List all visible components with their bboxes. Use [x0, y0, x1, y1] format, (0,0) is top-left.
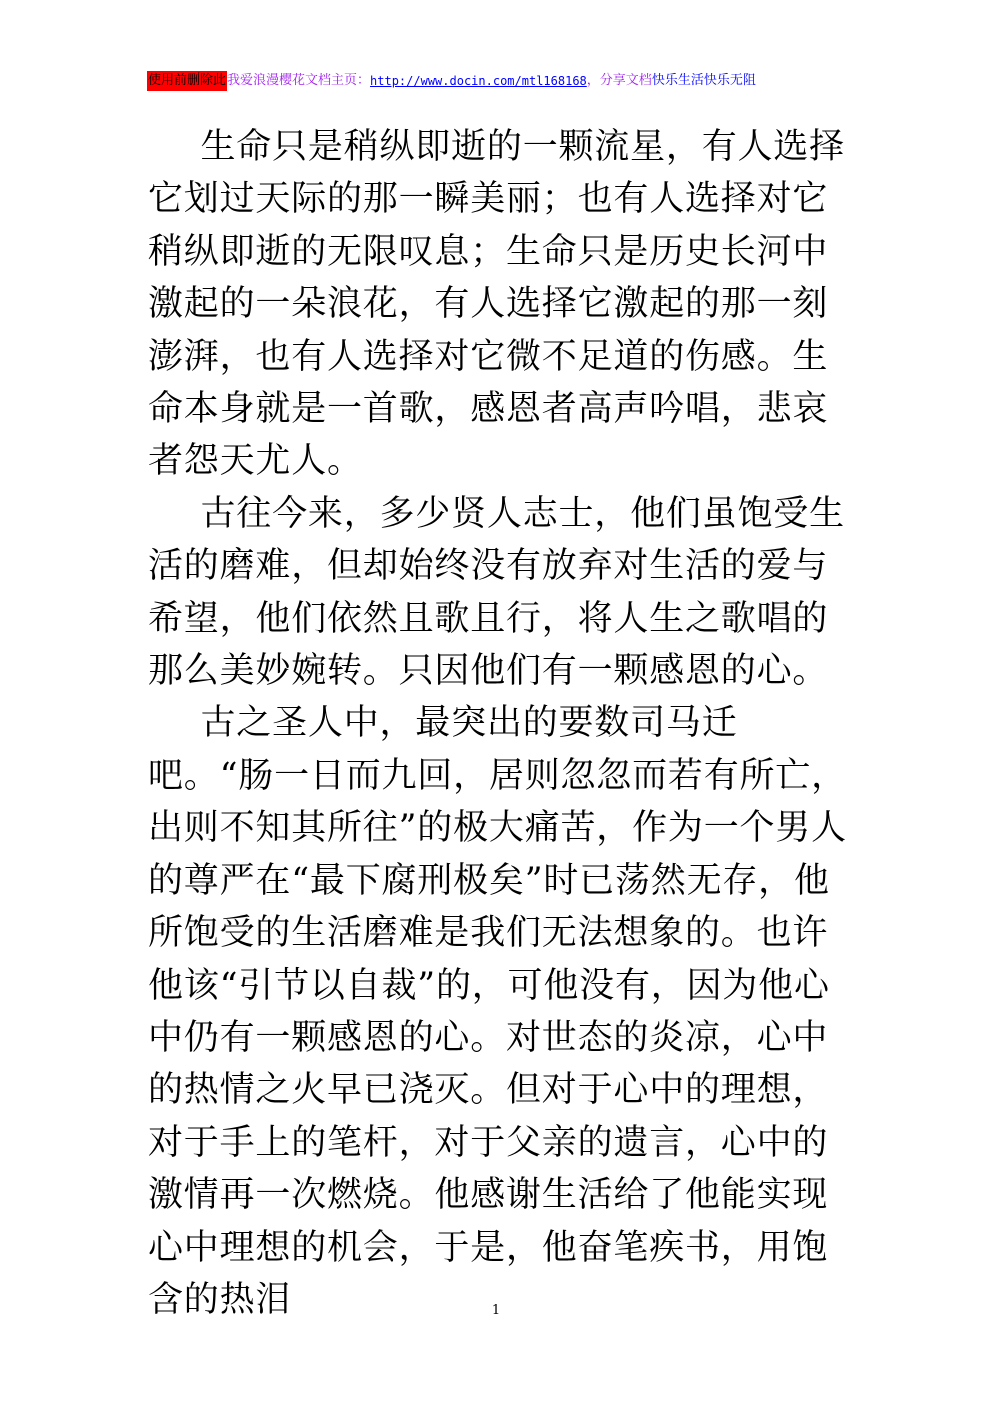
homepage-link[interactable]: http://www.docin.com/mtl168168	[370, 74, 587, 88]
page-number: 1	[491, 1303, 501, 1318]
paragraph-3: 古之圣人中，最突出的要数司马迁吧。“肠一日而九回，居则忽忽而若有所亡，出则不知其所往”的极大痛苦，作为一个男人的尊严在“最下腐刑极矣”时已荡然无存，他所饱受的生活磨难是我们无法想象的。也许他该“引节以自裁”的，可他没有，因为他心中仍有一颗感恩的心。对世态的炎凉，心中的热情之火早已浇灭。但对于心中的理想，对于手上的笔杆，对于父亲的遗言，心中的激情再一次燃烧。他感谢生活给了他能实现心中理想的机会，于是，他奋笔疾书，用饱含的热泪	[148, 703, 847, 1320]
banner-slogan: 快乐生活快乐无阻	[651, 73, 756, 88]
document-body	[148, 121, 850, 1326]
paragraph-2: 古往今来，多少贤人志士，他们虽饱受生活的磨难，但却始终没有放弃对生活的爱与希望，他们依然且歌且行，将人生之歌唱的那么美妙婉转。只因他们有一颗感恩的心。	[148, 493, 845, 692]
document-banner	[147, 71, 756, 91]
paragraph-1: 生命只是稍纵即逝的一颗流星，有人选择它划过天际的那一瞬美丽；也有人选择对它稍纵即逝的无限叹息；生命只是历史长河中激起的一朵浪花，有人选择它激起的那一刻澎湃，也有人选择对它微不足道的伤感。生命本身就是一首歌，感恩者高声吟唱，悲哀者怨天尤人。	[148, 127, 845, 482]
site-label: 我爱浪漫樱花文档主页：	[227, 73, 371, 88]
delete-notice-tag: 使用前删除此	[147, 71, 227, 91]
banner-separator: ，	[586, 73, 600, 88]
share-label: 分享文档	[599, 73, 652, 88]
